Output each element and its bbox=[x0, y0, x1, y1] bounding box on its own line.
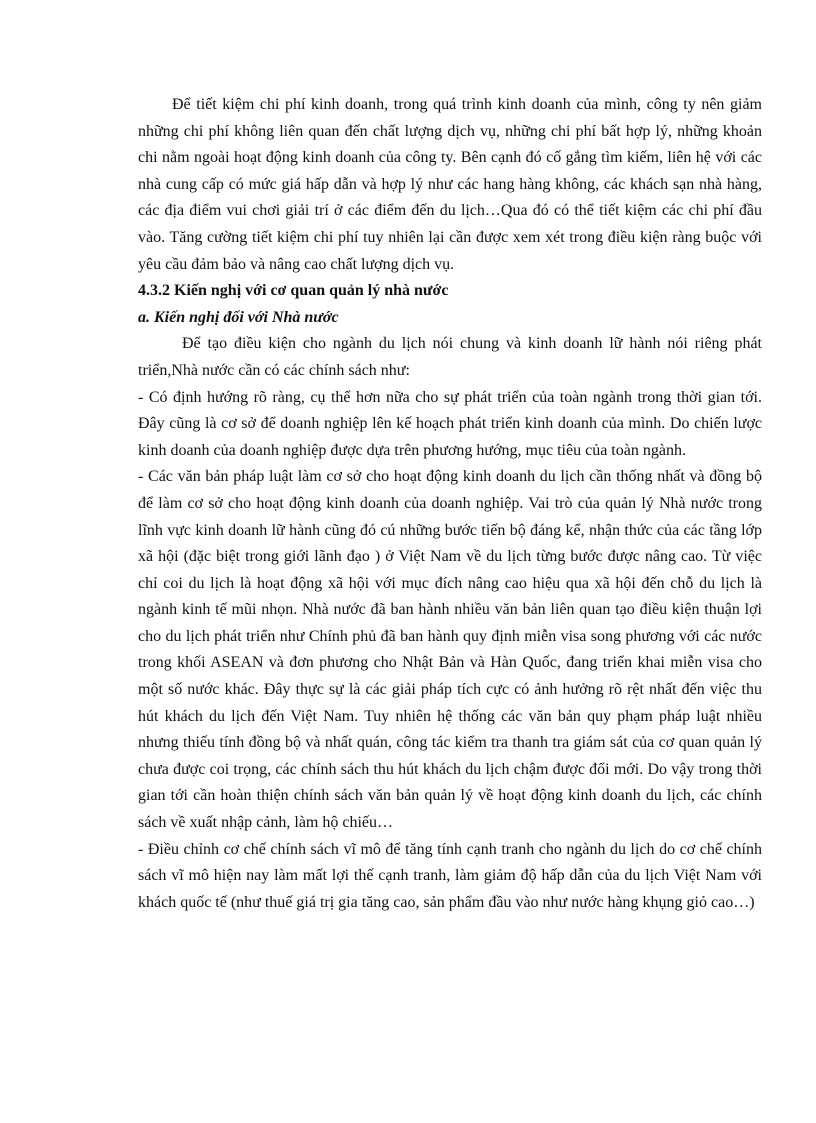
bullet-orientation: - Có định hướng rõ ràng, cụ thể hơn nữa cho sự phát triển của toàn ngành trong thời gian tới. Đây cũng là cơ sở để doanh nghiệp lên kế hoạch phát triển kinh doanh của mình. Do chiến lược kinh doanh của doanh nghiệp được dựa trên phương hướng, mục tiêu của toàn ngành. bbox=[138, 388, 762, 459]
paragraph-cost-saving: Để tiết kiệm chi phí kinh doanh, trong quá trình kinh doanh của mình, công ty nên giảm những chi phí không liên quan đến chất lượng dịch vụ, những chi phí bất hợp lý, những khoản chi nằm ngoài hoạt động kinh doanh của công ty. Bên cạnh đó cố gắng tìm kiếm, liên hệ với các nhà cung cấp có mức giá hấp dẫn và hợp lý như các hang hàng không, các khách sạn nhà hàng, các địa điểm vui chơi giải trí ở các điểm đến du lịch…Qua đó có thể tiết kiệm các chi phí đầu vào. Tăng cường tiết kiệm chi phí tuy nhiên lại cần được xem xét trong điều kiện ràng buộc với yêu cầu đảm bảo và nâng cao chất lượng dịch vụ. bbox=[138, 96, 762, 273]
bullet-legal-documents: - Các văn bản pháp luật làm cơ sở cho hoạt động kinh doanh du lịch cần thống nhất và đồng bộ để làm cơ sở cho hoạt động kinh doanh của doanh nghiệp. Vai trò của quản lý Nhà nước trong lĩnh vực kinh doanh lữ hành cũng đó cú những bước tiến bộ đáng kể, nhận thức của các tầng lớp xã hội (đặc biệt trong giới lãnh đạo ) ở Việt Nam về du lịch từng bước được nâng cao. Từ việc chỉ coi du lịch là hoạt động xã hội với mục đích nâng cao hiệu qua xã hội đến chỗ du lịch là ngành kinh tế mũi nhọn. Nhà nước đã ban hành nhiều văn bản liên quan tạo điều kiện thuận lợi cho du lịch phát triển như Chính phủ đã ban hành quy định miễn visa song phương với các nước trong khối ASEAN và đơn phương cho Nhật Bản và Hàn Quốc, đang triển khai miễn visa cho một số nước khác. Đây thực sự là các giải pháp tích cực có ảnh hưởng rõ rệt nhất đến việc thu hút khách du lịch đến Việt Nam. Tuy nhiên hệ thống các văn bản quy phạm pháp luật nhiều nhưng thiếu tính đồng bộ và nhất quán, công tác kiểm tra thanh tra giám sát của cơ quan quản lý chưa được coi trọng, các chính sách thu hút khách du lịch chậm được đổi mới. Do vậy trong thời gian tới cần hoàn thiện chính sách văn bản quản lý về hoạt động kinh doanh du lịch, các chính sách về xuất nhập cảnh, làm hộ chiếu… bbox=[138, 468, 762, 832]
section-heading: 4.3.2 Kiến nghị với cơ quan quản lý nhà nước bbox=[138, 282, 449, 300]
bullet-macro-policy: - Điều chỉnh cơ chế chính sách vĩ mô để tăng tính cạnh tranh cho ngành du lịch do cơ chế chính sách vĩ mô hiện nay làm mất lợi thế cạnh tranh, làm giảm độ hấp dẫn của du lịch Việt Nam với khách quốc tế (như thuế giá trị gia tăng cao, sản phẩm đầu vào như nước hàng khụng giỏ cao…) bbox=[138, 840, 762, 911]
paragraph-intro: Để tạo điều kiện cho ngành du lịch nói chung và kinh doanh lữ hành nói riêng phát triển,Nhà nước cần có các chính sách như: bbox=[138, 335, 762, 379]
document-page bbox=[138, 92, 762, 916]
subsection-heading: a. Kiến nghị đối với Nhà nước bbox=[138, 308, 339, 326]
